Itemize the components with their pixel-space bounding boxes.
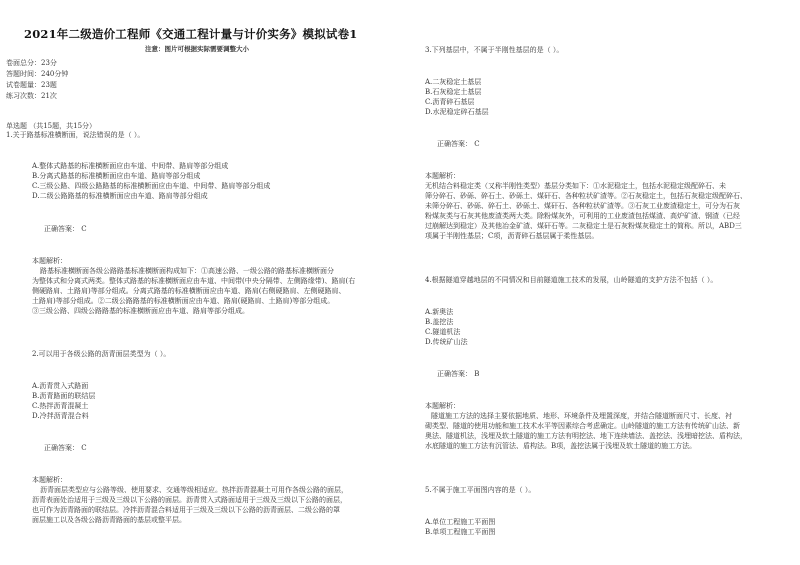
question-3-stem: 3.下列基层中，不属于半刚性基层的是（ ）。 [425,46,564,54]
question-3-analysis-line: 筛分碎石、砂砾、碎石土、砂砾土、煤矸石、各种粒状矿渣等。②石灰稳定土，包括石灰稳定级配碎石、 [425,192,747,200]
question-1-analysis-line: 路基标准横断面各级公路路基标准横断面构成如下：①高速公路、一级公路的路基标准横断面分 [40,267,334,275]
question-4-analysis-line: 水底隧道的施工方法有沉管法、盾构法。B项，盖挖法属于浅埋及软土隧道的施工方法。 [425,442,697,450]
question-4-analysis-line: 奥法、隧道机法，浅埋及软土隧道的施工方法有明挖法、地下连续墙法、盖挖法、浅埋暗挖法、盾构法， [425,432,747,440]
question-3-analysis-line: 项属于半刚性基层；C项，沥青碎石基层属于柔性基层。 [425,232,599,240]
question-3-analysis-line: 未筛分碎石、砂砾、碎石土、砂砾土、煤矸石、各种粒状矿渣等。③石灰工业废渣稳定土，可分为石灰 [425,202,740,210]
exam-info [6,58,68,102]
question-1-stem: 1.关于路基标准横断面，说法错误的是（ ）。 [6,131,145,139]
question-4-option-c: C.隧道机法 [425,328,461,336]
question-3-option-c: C.沥青碎石基层 [425,98,475,106]
question-4-answer: 正确答案： B [437,370,480,378]
exam-duration: 答题时间：240分钟 [6,70,69,78]
exam-total-score: 卷面总分：23分 [6,59,57,67]
question-3-answer: 正确答案： C [437,140,480,148]
question-3-analysis-line: 过崩解达到稳定）及其他冶金矿渣、煤矸石等。二灰稳定土是石灰粉煤灰稳定土的简称。所以，ABD三 [425,222,742,230]
question-3-option-b: B.石灰稳定土基层 [425,88,482,96]
exam-practice-count: 练习次数：21次 [6,92,57,100]
question-1-answer: 正确答案： C [44,225,87,233]
question-2-option-d: D.冷拌沥青混合料 [32,412,89,420]
question-4-option-b: B.盖挖法 [425,318,454,326]
question-1-option-c: C.三级公路、四级公路路基的标准横断面应由车道、中间带、路肩等部分组成 [32,182,271,190]
question-5-option-b: B.单项工程施工平面图 [425,528,496,536]
question-2-answer: 正确答案： C [44,444,87,452]
question-3-analysis-line: 无机结合料稳定类（又称半刚性类型）基层分类如下：①水泥稳定土，包括水泥稳定级配碎石、未 [425,182,726,190]
question-4-analysis-line: 砌类型、隧道的使用功能和施工技术水平等因素综合考虑确定。山岭隧道的施工方法有传统矿山法、新 [425,422,740,430]
question-2-option-a: A.沥青贯入式路面 [32,382,89,390]
question-2-stem: 2.可以用于各级公路的沥青面层类型为（ ）。 [32,350,171,358]
page-title: 2021年二级造价工程师《交通工程计量与计价实务》模拟试卷1 [24,27,358,41]
question-2-analysis-line: 面层施工以及各级公路沥青路面的基层或整平层。 [32,516,186,524]
question-4-option-a: A.新奥法 [425,308,454,316]
question-2-option-b: B.沥青路面的联结层 [32,392,96,400]
question-4-analysis-label: 本题解析： [425,402,460,410]
question-5-option-a: A.单位工程施工平面图 [425,518,496,526]
question-4-analysis-line: 隧道施工方法的选择主要依据地质、地形、环境条件及埋置深度，并结合隧道断面尺寸、长度、衬 [431,412,732,420]
image-note: 注意：图片可根据实际需要调整大小 [145,45,249,53]
question-3-option-d: D.水泥稳定碎石基层 [425,108,489,116]
question-3-analysis-line: 粉煤灰类与石灰其他废渣类两大类。除粉煤灰外，可利用的工业废渣包括煤渣、高炉矿渣、钢渣（已经 [425,212,740,220]
question-2-analysis-line: 也可作为沥青路面的联结层。冷拌沥青混合料适用于三级及三级以下公路的沥青面层、二级公路的罩 [32,506,340,514]
question-1-option-b: B.分离式路基的标准横断面应由车道、路肩等部分组成 [32,172,201,180]
question-2-analysis-label: 本题解析： [32,476,67,484]
question-2-analysis-line: 沥青表面处治适用于三级及三级以下公路的面层。沥青贯入式路面适用于三级及三级以下公路的面层， [32,496,347,504]
question-1-analysis-label: 本题解析： [32,257,67,265]
question-2-option-c: C.热拌沥青混凝土 [32,402,89,410]
question-4-option-d: D.传统矿山法 [425,338,468,346]
question-4-stem: 4.根据隧道穿越地层的不同情况和目前隧道施工技术的发展，山岭隧道的支护方法不包括（ ）。 [425,276,718,284]
exam-question-count: 试卷题量：23题 [6,81,57,89]
question-1-option-d: D.二级公路路基的标准横断面应由车道、路肩等部分组成 [32,192,208,200]
section-title: 单选题 （共15题，共15分） [6,122,97,130]
question-3-analysis-label: 本题解析： [425,172,460,180]
question-5-stem: 5.不属于施工平面图内容的是（ ）。 [425,486,536,494]
question-3-option-a: A.二灰稳定土基层 [425,78,482,86]
question-1-option-a: A.整体式路基的标准横断面应由车道、中间带、路肩等部分组成 [32,162,229,170]
question-1-analysis-line: 侧硬路肩、土路肩)等部分组成。分离式路基的标准横断面应由车道、路肩(右侧硬路肩、左侧硬路肩、 [32,287,346,295]
question-2-analysis-line: 沥青面层类型应与公路等级、使用要求、交通等级相适应。热拌沥青混凝土可用作各级公路的面层， [40,486,348,494]
question-1-analysis-line: 土路肩)等部分组成。②二级公路路基的标准横断面应由车道、路肩(硬路肩、土路肩)等部分组成。 [32,297,335,305]
question-1-analysis-line: ③三级公路、四级公路路基的标准横断面应由车道、路肩等部分组成。 [32,307,249,315]
question-1-analysis-line: 为整体式和分离式两类。整体式路基的标准横断面应由车道、中间带(中央分隔带、左侧路缘带)、路肩(右 [32,277,356,285]
